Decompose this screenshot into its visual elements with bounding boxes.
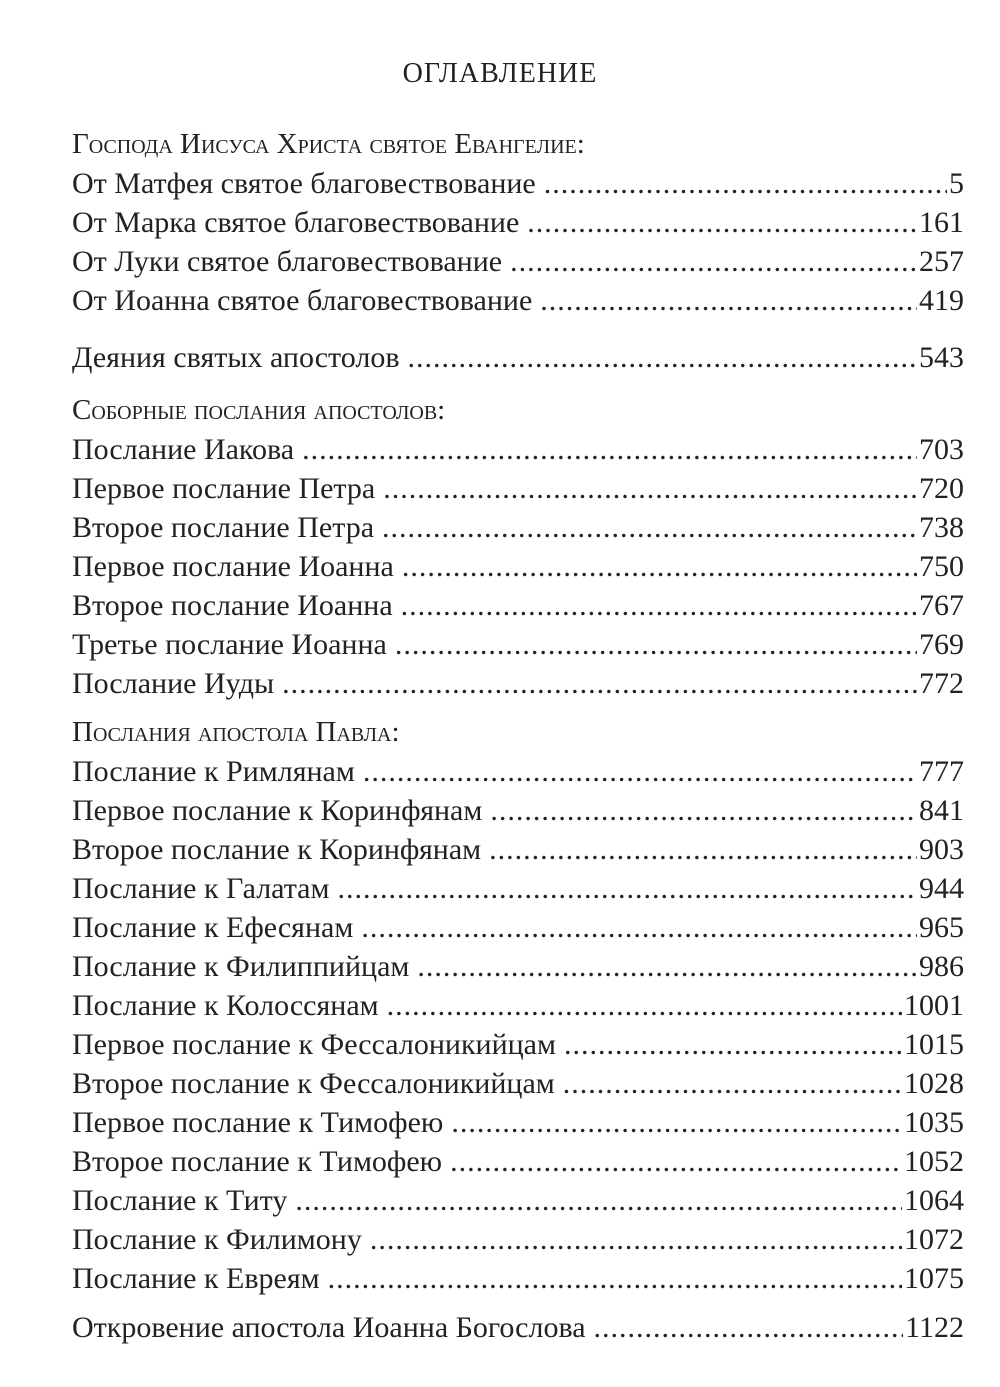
toc-entry-title: Послание к Филимону [72, 1223, 362, 1256]
dot-leader [489, 830, 917, 869]
toc-entry[interactable] [72, 1220, 964, 1259]
section-heading: Послания апостола Павла: [72, 716, 400, 748]
toc-entry-title: Послание к Галатам [72, 872, 330, 905]
toc-entry-title: Послание Иуды [72, 667, 275, 700]
dot-leader [387, 986, 902, 1025]
toc-entry-page: 1075 [904, 1262, 964, 1295]
toc-entry[interactable] [72, 508, 964, 547]
toc-entry-title: Откровение апостола Иоанна Богослова [72, 1311, 586, 1344]
toc-entry[interactable] [72, 1308, 964, 1347]
toc-entry[interactable] [72, 908, 964, 947]
toc-entry-title: Послание к Филиппийцам [72, 950, 410, 983]
dot-leader [295, 1181, 902, 1220]
toc-entry-page: 5 [949, 167, 964, 200]
spacer [72, 377, 964, 391]
toc-entry[interactable] [72, 625, 964, 664]
dot-leader [382, 508, 917, 547]
section-heading: Соборные послания апостолов: [72, 394, 446, 426]
dot-leader [363, 752, 917, 791]
toc-entry[interactable] [72, 469, 964, 508]
toc-entry-title: Послание к Титу [72, 1184, 288, 1217]
toc-entry-title: Послание к Колоссянам [72, 989, 379, 1022]
toc-entry[interactable] [72, 986, 964, 1025]
section-heading: Господа Иисуса Христа святое Евангелие: [72, 128, 585, 160]
toc-entry[interactable] [72, 203, 964, 242]
toc-entry-page: 986 [919, 950, 964, 983]
toc-entry-title: Послание к Римлянам [72, 755, 355, 788]
dot-leader [361, 908, 917, 947]
toc-entry-page: 543 [919, 341, 964, 374]
toc-entry[interactable] [72, 791, 964, 830]
toc-entry-page: 1001 [904, 989, 964, 1022]
toc-entry-page: 767 [919, 589, 964, 622]
toc-entry-title: Первое послание к Тимофею [72, 1106, 444, 1139]
toc-entry-page: 777 [919, 755, 964, 788]
dot-leader [450, 1142, 902, 1181]
dot-leader [302, 430, 917, 469]
dot-leader [564, 1025, 902, 1064]
toc-entry-title: От Марка святое благовествование [72, 206, 520, 239]
dot-leader [594, 1308, 904, 1347]
toc-entry[interactable] [72, 830, 964, 869]
toc-entry-page: 1072 [904, 1223, 964, 1256]
dot-leader [402, 547, 917, 586]
dot-leader [370, 1220, 902, 1259]
toc-entry[interactable] [72, 1025, 964, 1064]
toc-entry[interactable] [72, 1103, 964, 1142]
toc-entry-title: От Матфея святое благовествование [72, 167, 536, 200]
toc-entry-page: 161 [919, 206, 964, 239]
toc-entry-title: Послание к Евреям [72, 1262, 320, 1295]
toc-entry-title: Второе послание к Коринфянам [72, 833, 482, 866]
toc-entry-title: Деяния святых апостолов [72, 341, 400, 374]
dot-leader [383, 469, 917, 508]
dot-leader [510, 242, 917, 281]
toc-entry[interactable] [72, 164, 964, 203]
toc-entry-page: 944 [919, 872, 964, 905]
toc-entry-title: Первое послание Иоанна [72, 550, 394, 583]
toc-entry[interactable] [72, 1259, 964, 1298]
toc-entry-page: 1064 [904, 1184, 964, 1217]
page-title: ОГЛАВЛЕНИЕ [402, 58, 598, 89]
toc-entry-title: Первое послание к Коринфянам [72, 794, 483, 827]
toc-entry-title: Послание к Ефесянам [72, 911, 354, 944]
toc-entry-page: 1028 [904, 1067, 964, 1100]
toc-entry-page: 720 [919, 472, 964, 505]
toc-entry[interactable] [72, 338, 964, 377]
table-of-contents [72, 125, 964, 1347]
dot-leader [282, 664, 917, 703]
dot-leader [417, 947, 917, 986]
toc-entry-page: 1052 [904, 1145, 964, 1178]
toc-entry-page: 1015 [904, 1028, 964, 1061]
toc-entry[interactable] [72, 1181, 964, 1220]
toc-entry-page: 738 [919, 511, 964, 544]
toc-entry[interactable] [72, 586, 964, 625]
dot-leader [563, 1064, 902, 1103]
toc-entry[interactable] [72, 947, 964, 986]
toc-entry-page: 841 [919, 794, 964, 827]
toc-entry-title: Второе послание Петра [72, 511, 375, 544]
toc-entry[interactable] [72, 242, 964, 281]
dot-leader [544, 164, 947, 203]
dot-leader [408, 338, 918, 377]
dot-leader [527, 203, 917, 242]
dot-leader [401, 586, 917, 625]
dot-leader [540, 281, 917, 320]
toc-entry-title: Первое послание к Фессалоникийцам [72, 1028, 556, 1061]
toc-entry[interactable] [72, 664, 964, 703]
toc-entry-title: Послание Иакова [72, 433, 295, 466]
toc-entry-page: 703 [919, 433, 964, 466]
dot-leader [328, 1259, 902, 1298]
toc-entry-page: 769 [919, 628, 964, 661]
toc-entry-page: 1035 [904, 1106, 964, 1139]
toc-entry[interactable] [72, 869, 964, 908]
toc-entry-page: 419 [919, 284, 964, 317]
dot-leader [337, 869, 917, 908]
spacer [72, 320, 964, 338]
toc-entry-page: 750 [919, 550, 964, 583]
toc-entry[interactable] [72, 430, 964, 469]
toc-entry-title: Третье послание Иоанна [72, 628, 387, 661]
toc-entry-title: Второе послание к Фессалоникийцам [72, 1067, 555, 1100]
toc-entry-title: От Иоанна святое благовествование [72, 284, 533, 317]
dot-leader [451, 1103, 902, 1142]
toc-entry-page: 1122 [905, 1311, 964, 1344]
toc-entry-title: Второе послание Иоанна [72, 589, 393, 622]
dot-leader [490, 791, 917, 830]
toc-entry-page: 903 [919, 833, 964, 866]
toc-entry-page: 772 [919, 667, 964, 700]
dot-leader [395, 625, 917, 664]
toc-entry-title: Первое послание Петра [72, 472, 376, 505]
spacer [72, 703, 964, 713]
toc-entry[interactable] [72, 1064, 964, 1103]
toc-entry-title: От Луки святое благовествование [72, 245, 503, 278]
toc-entry[interactable] [72, 281, 964, 320]
toc-entry[interactable] [72, 547, 964, 586]
toc-entry-page: 965 [919, 911, 964, 944]
toc-entry[interactable] [72, 752, 964, 791]
toc-entry-title: Второе послание к Тимофею [72, 1145, 443, 1178]
toc-entry-page: 257 [919, 245, 964, 278]
toc-entry[interactable] [72, 1142, 964, 1181]
spacer [72, 1298, 964, 1308]
